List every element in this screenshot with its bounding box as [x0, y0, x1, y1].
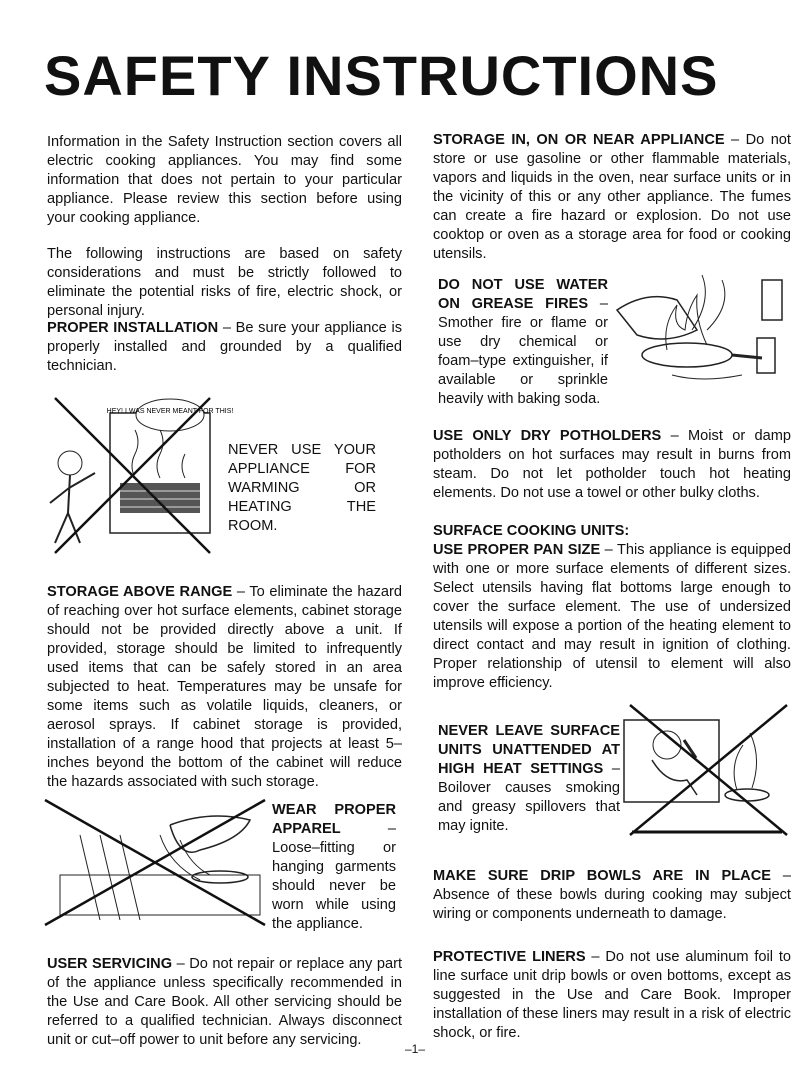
wear-apparel-text: – Loose–fitting or hanging garments should never be worn while using the appliance.	[272, 821, 396, 932]
never-leave-text: – Boilover causes smoking and greasy spillovers that may ignite.	[438, 761, 621, 834]
user-servicing-heading: USER SERVICING	[47, 956, 173, 972]
proper-installation-text: – Be sure your appliance is properly installed and grounded by a qualified technician.	[47, 320, 402, 374]
storage-in-heading: STORAGE IN, ON OR NEAR APPLIANCE	[433, 132, 725, 148]
user-servicing-section	[47, 955, 402, 1050]
wear-apparel-heading: WEAR PROPER APPAREL	[272, 802, 396, 837]
basis-paragraph: The following instructions are based on safety considerations and must be strictly followed to eliminate the potential risks of fire, electric shock, or personal injury.	[47, 246, 402, 319]
surface-units-heading: SURFACE COOKING UNITS:	[433, 523, 630, 539]
protective-liners-text: – Do not use aluminum foil to line surface unit drip bowls or oven bottoms, except as suggested in the Use and Care Book. Improper installation of these liners may result in a risk of electric shock, or fire.	[433, 949, 792, 1041]
protective-liners-heading: PROTECTIVE LINERS	[433, 949, 586, 965]
drip-bowls-text: – Absence of these bowls during cooking may subject wiring or components underneath to damage.	[433, 868, 791, 922]
storage-above-range-heading: STORAGE ABOVE RANGE	[47, 584, 233, 600]
intro-paragraph: Information in the Safety Instruction section covers all electric cooking appliances. You may find some information that does not pertain to your particular appliance. Please review this section before using your cooking appliance.	[47, 134, 402, 226]
pan-size-text: – This appliance is equipped with one or more surface elements of different sizes. Select utensils having flat bottoms large enough to cover the surface element. The use of undersized utensils will expose a portion of the heating element to direct contact and may result in ignition of clothing. Proper relationship of utensil to element will also improve efficiency.	[433, 542, 791, 691]
storage-above-range-section	[47, 583, 402, 792]
storage-in-section	[433, 131, 791, 264]
potholders-heading: USE ONLY DRY POTHOLDERS	[433, 428, 662, 444]
storage-above-range-text: – To eliminate the hazard of reaching over hot surface elements, cabinet storage should not be provided directly above a unit. If provided, storage should be limited to infrequently used items that can be safely stored in an area subjected to heat. Temperatures may be unsafe for some items such as volatile liquids, cleaners, or aerosol sprays. If cabinet storage is provided, installation of a range hood that projects at least 5–inches beyond the bottom of the cabinet will reduce the hazards associated with such storage.	[47, 584, 402, 790]
unattended-cooking-illustration	[622, 700, 790, 840]
storage-in-text: – Do not store or use gasoline or other flammable materials, vapors and liquids in the oven, near surface units or in the vicinity of this or any other appliance. The fumes can create a fire hazard or explosion. Do not use cooktop or oven as a storage area for food or cooking utensils.	[433, 132, 791, 262]
grease-fire-illustration	[612, 270, 790, 390]
wear-apparel-section	[272, 801, 396, 934]
drip-bowls-section	[433, 867, 791, 924]
pan-size-heading: USE PROPER PAN SIZE	[433, 542, 601, 558]
page-title: SAFETY INSTRUCTIONS	[44, 44, 719, 107]
never-leave-section	[438, 722, 620, 836]
room-heating-illustration	[40, 393, 234, 563]
user-servicing-text: – Do not repair or replace any part of the appliance unless specifically recommended in the Use and Care Book. All other servicing should be referred to a qualified technician. Always disconnect unit or cut–off power to unit before any servicing.	[47, 956, 402, 1048]
potholders-section	[433, 427, 791, 503]
protective-liners-section	[433, 948, 791, 1043]
page-number: –1–	[405, 1042, 426, 1056]
grease-fire-heading: DO NOT USE WATER ON GREASE FIRES	[438, 277, 608, 312]
proper-installation-section	[47, 319, 402, 376]
grease-fire-text: – Smother fire or flame or use dry chemical or foam–type extinguisher, if available or sprinkle heavily with baking soda.	[438, 296, 609, 407]
apparel-illustration	[40, 795, 275, 930]
drip-bowls-heading: MAKE SURE DRIP BOWLS ARE IN PLACE	[433, 868, 771, 884]
potholders-text: – Moist or damp potholders on hot surfaces may result in burns from steam. Do not let potholder touch hot heating elements. Do not use a towel or other bulky cloths.	[433, 428, 792, 501]
surface-units-section	[433, 522, 791, 693]
proper-installation-heading: PROPER INSTALLATION	[47, 320, 219, 336]
never-use-heating-text: NEVER USE YOUR APPLIANCE FOR WARMING OR HEATING THE ROOM.	[228, 442, 376, 534]
grease-fire-section	[438, 276, 608, 409]
never-leave-heading: NEVER LEAVE SURFACE UNITS UNATTENDED AT HIGH HEAT SETTINGS	[438, 723, 620, 777]
speech-bubble-text: HEY! I WAS NEVER MEANT FOR THIS!	[106, 408, 234, 415]
